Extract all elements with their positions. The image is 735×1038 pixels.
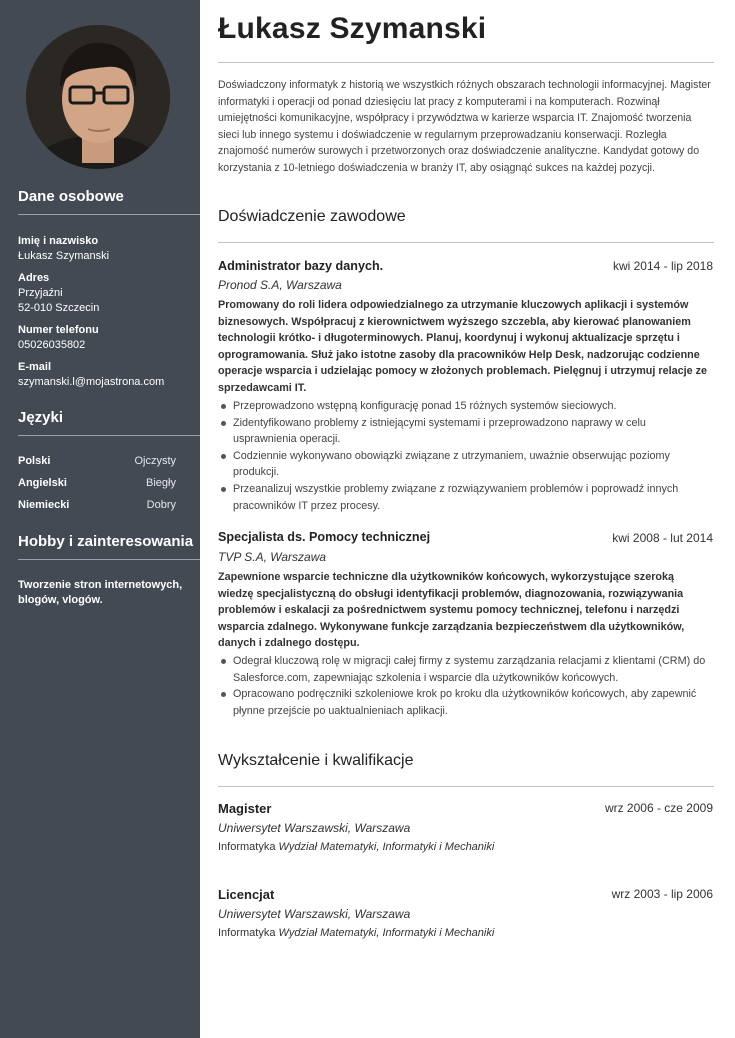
list-item: Zidentyfikowano problemy z istniejącymi systemami i przeprowadzono naprawy w celu usprawnienia operacji.: [218, 415, 712, 448]
phone-label: Numer telefonu: [18, 324, 99, 336]
language-name: Polski: [18, 455, 51, 467]
job-dates: kwi 2008 - lut 2014: [612, 531, 713, 545]
list-item: Przeprowadzono wstępną konfigurację ponad 15 różnych systemów sieciowych.: [218, 398, 712, 415]
hobby-text: Tworzenie stron internetowych, blogów, vlogów.: [18, 579, 183, 606]
education-dates: wrz 2003 - lip 2006: [611, 887, 713, 901]
experience-heading: Doświadczenie zawodowe: [218, 208, 406, 225]
language-level: Biegły: [146, 477, 176, 489]
phone-block: [18, 323, 182, 353]
faculty-name: Wydział Matematyki, Informatyki i Mechaniki: [278, 927, 495, 939]
list-item: Przeanalizuj wszystkie problemy związane z rozwiązywaniem problemów i poprowadź innych pracowników IT przez procesy.: [218, 481, 712, 514]
language-row: [18, 455, 176, 467]
education-degree: Magister: [218, 801, 272, 816]
divider: [218, 786, 714, 787]
hobby-heading: Hobby i zainteresowania: [18, 533, 200, 560]
job-bullet-list: [218, 398, 712, 514]
address-line1: Przyjaźni: [18, 287, 63, 299]
language-name: Niemiecki: [18, 499, 70, 511]
name-label: Imię i nazwisko: [18, 235, 99, 247]
education-school: Uniwersytet Warszawski, Warszawa: [218, 821, 411, 835]
language-level: Ojczysty: [134, 455, 176, 467]
name-value: Łukasz Szymanski: [18, 250, 110, 262]
name-block: [18, 234, 182, 264]
divider: [218, 62, 714, 63]
list-item: Opracowano podręczniki szkoleniowe krok po kroku dla użytkowników końcowych, aby zapewnić płynne przejście po uaktualnieniach aplikacji.: [218, 686, 712, 719]
language-row: [18, 499, 176, 511]
list-item: Odegrał kluczową rolę w migracji całej firmy z systemu zarządzania relacjami z klientami (CRM) do Salesforce.com, zapewniając szkolenia i wsparcie dla użytkowników końcowych.: [218, 653, 712, 686]
education-school: Uniwersytet Warszawski, Warszawa: [218, 907, 411, 921]
job-description: Zapewnione wsparcie techniczne dla użytkowników końcowych, wykorzystujące szeroką wiedzę specjalistyczną do obsługi identyfikacji problemów, diagnozowania, rozwiązywania problemów i eskalacji za pośrednictwem systemu pomocy technicznej, telefonu i narzędzi wsparcia zdalnego. Wykonywane funkcje zarządzania bezpieczeństwem dla użytkowników, danych i zdalnego dostępu.: [218, 571, 685, 650]
job-company: Pronod S.A, Warszawa: [218, 278, 342, 292]
profile-summary: Doświadczony informatyk z historią we wszystkich różnych obszarach technologii informacyjnej. Magister informatyki i operacji od ponad dziesięciu lat pracy z komputerami i na komputerach. Rozwinął umiejętności komunikacyjne, współpracy i przywództwa w karierze wsparcia IT. Znajomość tworzenia sieci lub innego systemu i doświadczenie w regularnym przeprowadzaniu konserwacji. Rozległa znajomość numerów surowych i przetworzonych oraz doświadczenie analityczne. Kandydat gotowy do korzystania z 10-letniego doświadczenia w branży IT, aby osiągnąć sukces na każdej pozycji.: [218, 79, 711, 174]
languages-heading: Języki: [18, 409, 200, 436]
candidate-name: Łukasz Szymanski: [218, 12, 487, 45]
profile-photo: [26, 25, 170, 169]
job-company: TVP S.A, Warszawa: [218, 550, 327, 564]
job-bullet-list: [218, 653, 712, 719]
job-title: Administrator bazy danych.: [218, 259, 384, 273]
address-block: [18, 271, 182, 316]
education-heading: Wykształcenie i kwalifikacje: [218, 752, 414, 769]
faculty-name: Wydział Matematyki, Informatyki i Mechaniki: [278, 841, 495, 853]
job-dates: kwi 2014 - lip 2018: [612, 259, 713, 273]
education-field: [218, 841, 494, 853]
field-name: Informatyka: [218, 927, 276, 939]
address-line2: 52-010 Szczecin: [18, 302, 100, 314]
sidebar: [0, 0, 200, 1038]
language-level: Dobry: [146, 499, 176, 511]
education-degree: Licencjat: [218, 887, 275, 902]
list-item: Codziennie wykonywano obowiązki związane z utrzymaniem, uważnie obserwując poziomy produkcji.: [218, 448, 712, 481]
education-field: [218, 927, 494, 939]
field-name: Informatyka: [218, 841, 276, 853]
address-label: Adres: [18, 272, 50, 284]
language-row: [18, 477, 176, 489]
email-block: [18, 360, 182, 390]
personal-data-heading: Dane osobowe: [18, 188, 200, 215]
email-value: szymanski.l@mojastrona.com: [18, 376, 165, 388]
education-dates: wrz 2006 - cze 2009: [604, 801, 713, 815]
job-title: Specjalista ds. Pomocy technicznej: [218, 530, 431, 544]
email-label: E-mail: [18, 361, 52, 373]
divider: [218, 242, 714, 243]
language-name: Angielski: [18, 477, 67, 489]
job-description: Promowany do roli lidera odpowiedzialnego za utrzymanie kluczowych aplikacji i systemów biznesowych. Współpracuj z kierownictwem wyższego szczebla, aby kierować planowaniem technologii krótko- i długoterminowych. Planuj, koordynuj i wykonuj aktualizacje sprzętu i oprogramowania. Służ jako istotne zasoby dla pracowników Help Desk, nadzorując codzienne operacje wsparcia i udzielając pomocy w złożonych problemach. Pielęgnuj i utrzymuj relacje ze sprzedawcami IT.: [218, 299, 708, 394]
phone-value: 05026035802: [18, 339, 86, 351]
